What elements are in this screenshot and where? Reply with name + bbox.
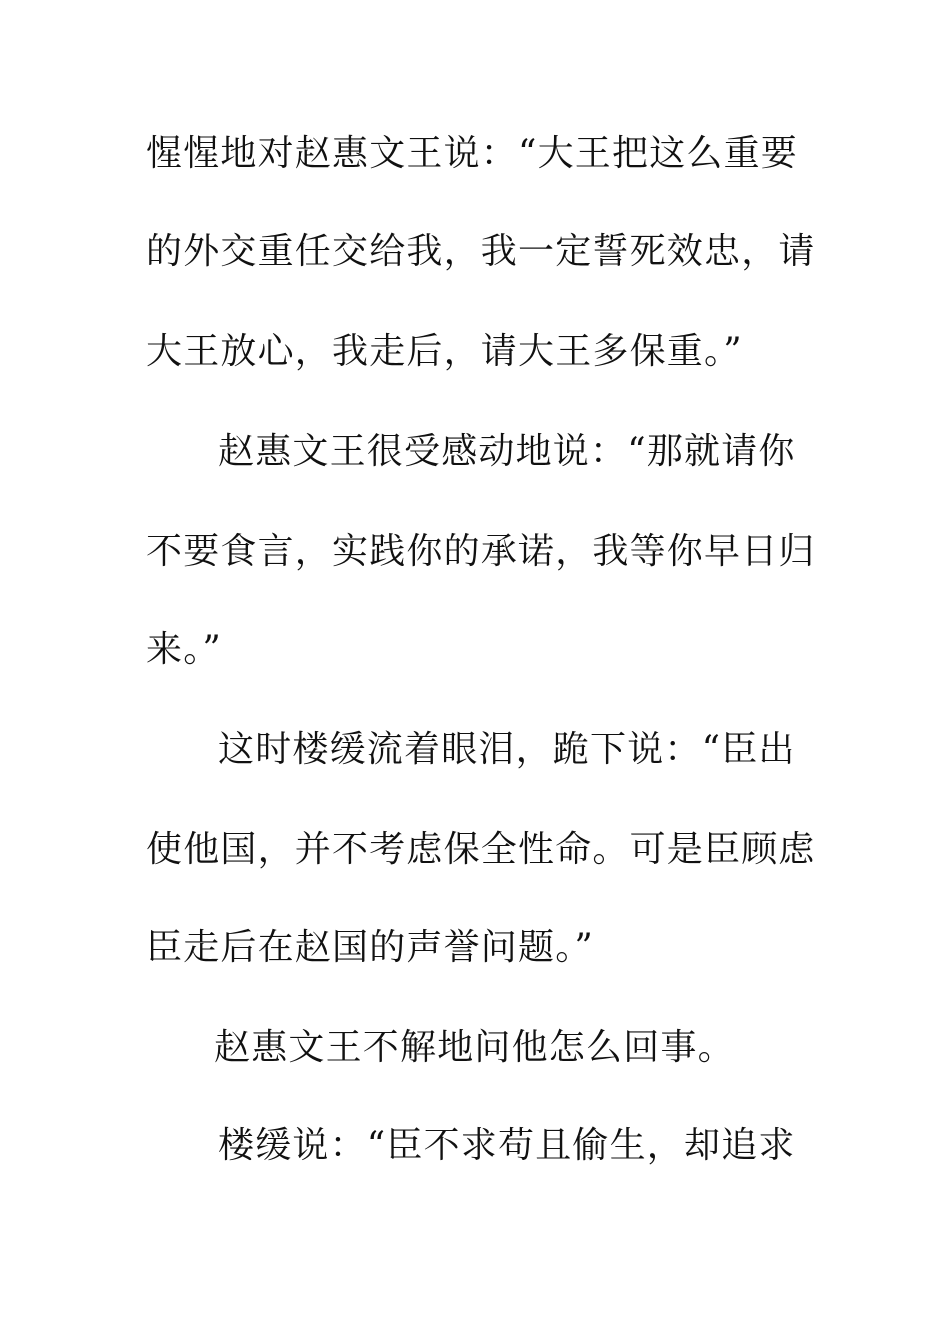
text-line-2: 的外交重任交给我，我一定誓死效忠，请 xyxy=(146,231,816,272)
text-line-5: 不要食言，实践你的承诺，我等你早日归 xyxy=(146,531,816,572)
text-line-10: 赵惠文王不解地问他怎么回事。 xyxy=(214,1027,735,1068)
text-line-3: 大王放心，我走后，请大王多保重。” xyxy=(146,331,743,372)
text-line-6: 来。” xyxy=(146,629,223,670)
text-line-8: 使他国，并不考虑保全性命。可是臣顾虑 xyxy=(146,829,816,870)
text-line-11: 楼缓说：“臣不求苟且偷生，却追求 xyxy=(218,1125,796,1166)
text-line-4: 赵惠文王很受感动地说：“那就请你 xyxy=(218,431,796,472)
text-line-7: 这时楼缓流着眼泪，跪下说：“臣出 xyxy=(218,729,796,770)
text-line-9: 臣走后在赵国的声誉问题。” xyxy=(146,927,595,968)
text-line-1: 惺惺地对赵惠文王说：“大王把这么重要 xyxy=(146,133,799,174)
